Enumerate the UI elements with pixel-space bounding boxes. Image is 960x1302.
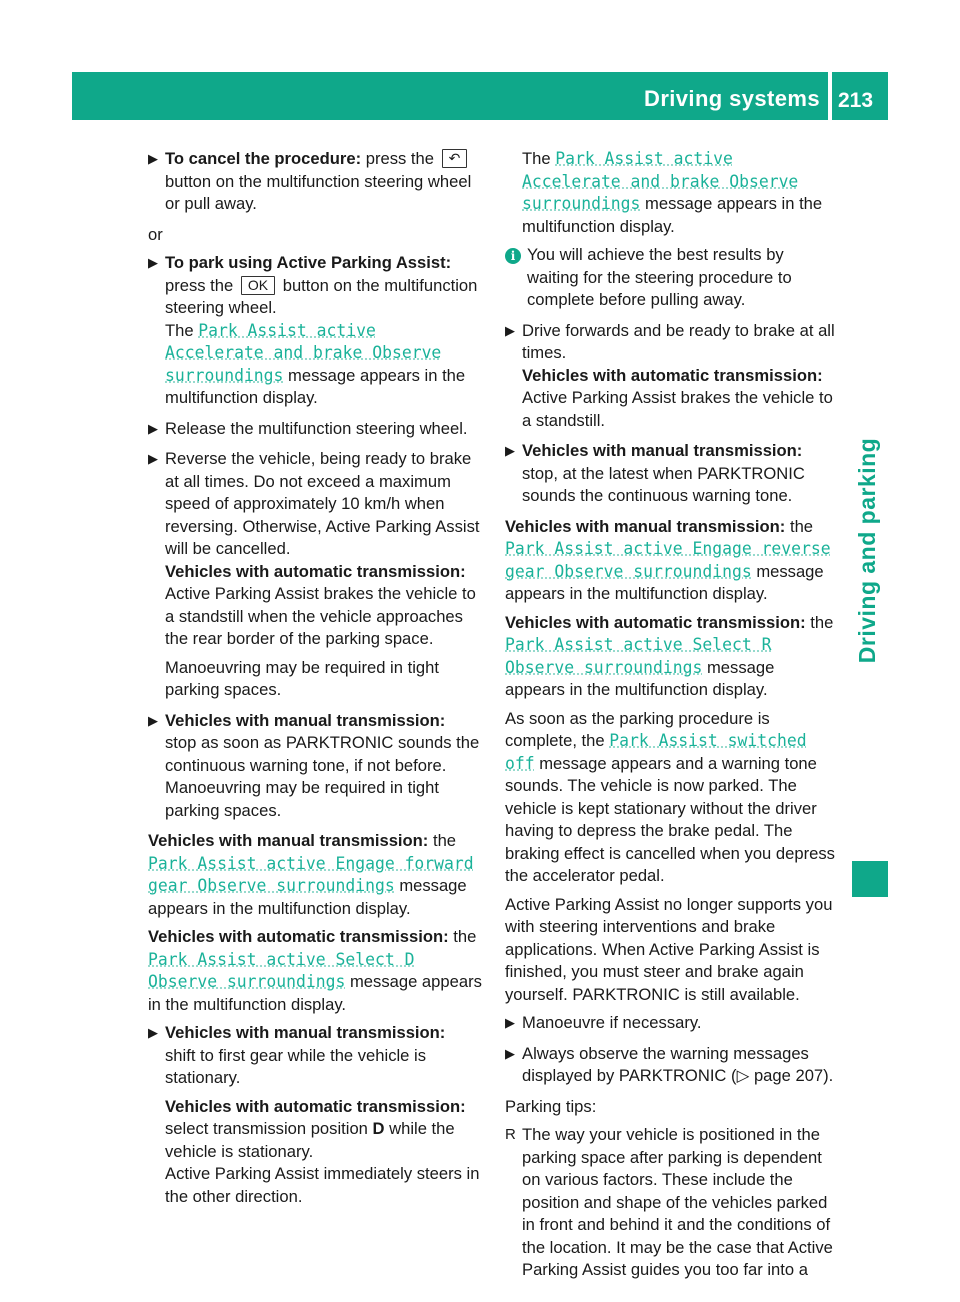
step-manual-stop (148, 710, 482, 823)
step-reverse (148, 448, 482, 702)
step-first-gear (148, 1022, 482, 1208)
text: the (805, 612, 834, 632)
text: Reverse the vehicle, being ready to brake at all times. Do not exceed a maximum speed of approximately 10 km/h when reversing. Otherwise, Active Parking Assist will be cancelled. (165, 449, 480, 558)
step-arrow-icon: ▶ (148, 151, 158, 166)
display-message: Park Assist active Select R Observe surroundings (505, 635, 772, 677)
section-title: Driving systems (644, 86, 820, 111)
text: As soon as the parking procedure is complete, the (505, 708, 770, 750)
step-arrow-icon: ▶ (505, 1045, 515, 1061)
text: message appears and a warning tone sounds. The vehicle is now parked. The vehicle is kept stationary without the driver having to depress the brake pedal. The braking effect is cancelled when you depress the accelerator pedal. (505, 753, 835, 885)
step-arrow-icon: ▶ (148, 712, 158, 728)
header-divider (828, 72, 832, 120)
or-text: or (148, 224, 163, 244)
text: stop, at the latest when PARKTRONIC sounds the continuous warning tone. (522, 463, 805, 505)
step-text: Manoeuvre if necessary. (522, 1013, 702, 1032)
step-text: Release the multifunction steering wheel. (165, 418, 468, 438)
tips-title: Parking tips: (505, 1096, 597, 1116)
subheading: Vehicles with manual transmission: (505, 516, 786, 536)
step-text: Manoeuvring may be required in tight parking spaces. (165, 657, 439, 699)
text: message appears in the multifunction display. (505, 657, 775, 699)
text: while the vehicle is stationary. (165, 1119, 455, 1161)
text: Active Parking Assist brakes the vehicle to a standstill. (522, 388, 833, 430)
subheading: Vehicles with manual transmission: (148, 831, 429, 850)
step-arrow-icon: ▶ (505, 1015, 515, 1030)
text: button on the multifunction steering wheel or pull away. (165, 171, 472, 213)
gear-position: D (372, 1119, 385, 1138)
text: The (522, 149, 556, 168)
step-arrow-icon: ▶ (148, 1025, 158, 1040)
text: ). (823, 1066, 834, 1085)
step-title: Vehicles with manual transmission: (165, 1023, 446, 1042)
subheading: Vehicles with automatic transmission: (165, 561, 466, 581)
text: select transmission position (165, 1119, 373, 1138)
paragraph-auto-select-r (505, 612, 835, 702)
text: message appears in the multifunction display. (505, 561, 824, 603)
right-column (505, 148, 835, 1288)
step-arrow-icon: ▶ (505, 443, 515, 458)
subheading: Vehicles with automatic transmission: (505, 612, 806, 632)
step-arrow-icon: ▶ (505, 322, 515, 338)
step-park (148, 252, 482, 410)
subheading: Vehicles with automatic transmission: (148, 927, 449, 946)
step-drive-forwards (505, 320, 835, 433)
paragraph-auto-select-d (148, 926, 482, 1016)
left-column (148, 148, 482, 1216)
step-arrow-icon: ▶ (148, 255, 158, 270)
text: press the (361, 149, 439, 168)
text: The way your vehicle is positioned in the parking space after parking is dependent on various factors. These include the position and shape of the vehicles parked in front and behind it and the conditions of the location. It may be the case that Active Parking Assist guides you too far into a (522, 1125, 833, 1279)
text: stop as soon as PARKTRONIC sounds the continuous warning tone, if not before. (165, 733, 480, 775)
subheading: Vehicles with automatic transmission: (522, 365, 823, 385)
step-observe-warnings (505, 1043, 835, 1088)
text: Manoeuvring may be required in tight parking spaces. (165, 778, 439, 820)
side-tab (848, 250, 888, 850)
text: the (448, 927, 477, 946)
text: the (785, 516, 814, 536)
paragraph-manual-reverse (505, 516, 835, 606)
info-icon: i (505, 248, 521, 264)
page-number: 213 (838, 89, 874, 112)
text: You will achieve the best results by waiting for the steering procedure to complete before pulling away. (527, 245, 792, 309)
display-message: Park Assist switched off (505, 731, 807, 773)
paragraph-display-message (505, 148, 835, 238)
side-tab-label: Driving and parking (854, 437, 881, 663)
info-note (505, 244, 835, 312)
ok-button-label: OK (241, 276, 275, 295)
display-message: Park Assist active Select D Observe surroundings (148, 949, 415, 991)
text: Active Parking Assist immediately steers in the other direction. (165, 1164, 480, 1206)
display-message: Park Assist active Engage reverse gear Observe surroundings (505, 539, 831, 581)
tip-item (505, 1124, 835, 1282)
step-release (148, 418, 482, 441)
page-reference-link[interactable]: page 207 (753, 1066, 824, 1085)
page-reference-icon: ▷ (736, 1066, 754, 1085)
display-message: Park Assist active Accelerate and brake Observe surroundings (522, 149, 799, 213)
text: the (428, 831, 457, 850)
text: Drive forwards and be ready to brake at all times. (522, 320, 835, 362)
text: message appears in the multifunction display. (148, 876, 467, 918)
paragraph-complete (505, 708, 835, 888)
paragraph-no-longer-supports: Active Parking Assist no longer supports you with steering interventions and brake applications. When Active Parking Assist is finished, you must steer and brake again yourself. PARKTRONIC is still available. (505, 894, 833, 1004)
step-title: To park using Active Parking Assist: (165, 253, 452, 272)
text: Active Parking Assist brakes the vehicle to a standstill when the vehicle approaches the rear border of the parking space. (165, 584, 476, 648)
back-button-icon: ↶ (442, 149, 468, 168)
step-manoeuvre (505, 1012, 835, 1035)
text: shift to first gear while the vehicle is stationary. (165, 1045, 427, 1087)
text: message appears in the multifunction display. (148, 972, 482, 1014)
step-title: Vehicles with manual transmission: (522, 441, 803, 460)
side-marker (852, 861, 888, 897)
subheading: Vehicles with automatic transmission: (165, 1096, 466, 1116)
text: The (165, 320, 199, 340)
text: message appears in the multifunction display. (165, 365, 466, 407)
bullet-icon: R (505, 1126, 516, 1143)
step-title: Vehicles with manual transmission: (165, 710, 446, 730)
text: message appears in the multifunction display. (522, 194, 823, 236)
text: press the (165, 275, 238, 295)
step-arrow-icon: ▶ (148, 451, 158, 466)
display-message: Park Assist active Accelerate and brake Observe surroundings (165, 320, 442, 385)
step-title: To cancel the procedure: (165, 149, 362, 168)
step-arrow-icon: ▶ (148, 420, 158, 436)
text: Always observe the warning messages displayed by PARKTRONIC ( (522, 1043, 809, 1085)
step-manual-stop-2 (505, 440, 835, 508)
paragraph-manual-forward (148, 830, 482, 920)
step-cancel (148, 148, 482, 216)
text: button on the multifunction steering wheel. (165, 275, 478, 317)
display-message: Park Assist active Engage forward gear Observe surroundings (148, 853, 474, 895)
